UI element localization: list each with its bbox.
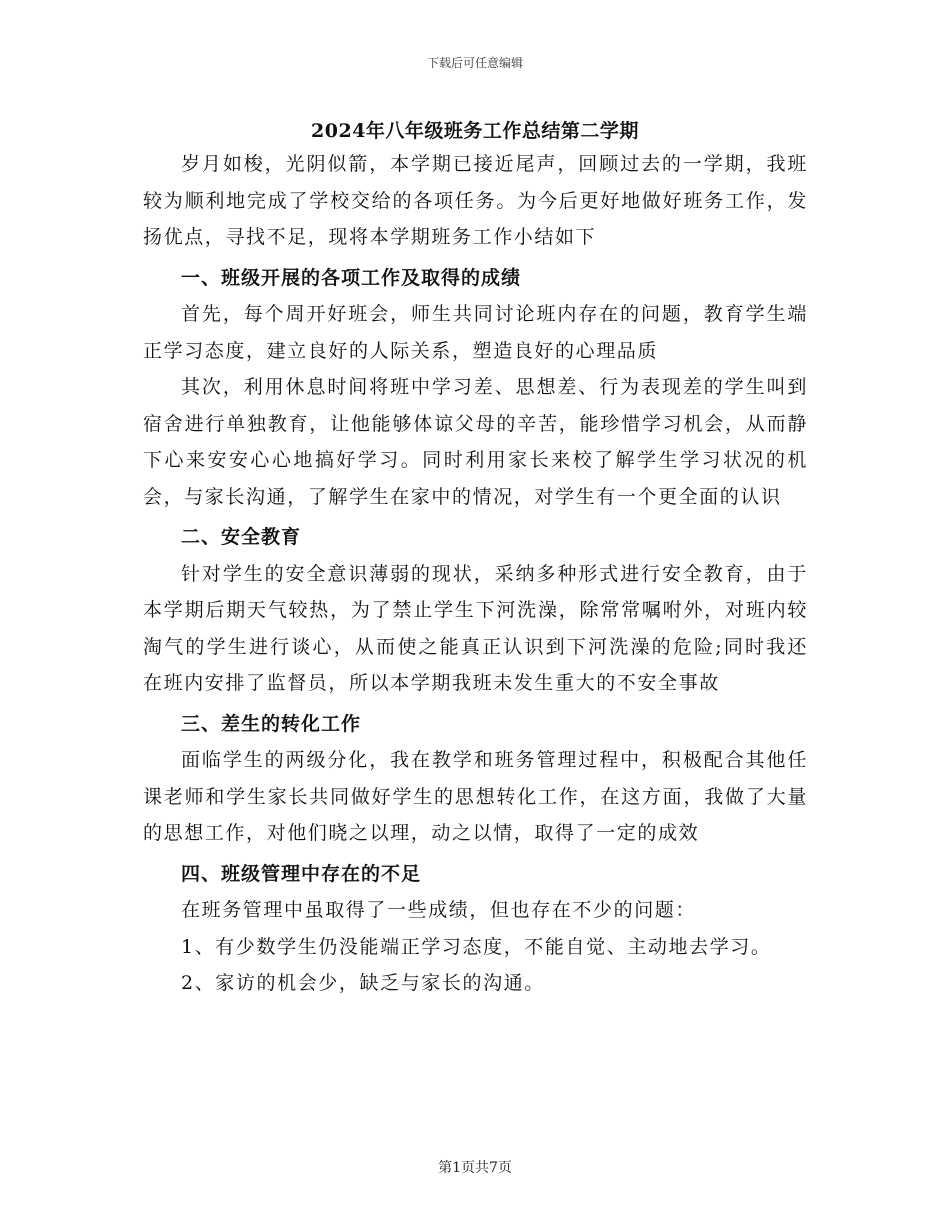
section-heading-1: 一、班级开展的各项工作及取得的成绩	[181, 266, 522, 289]
document-title: 2024年八年级班务工作总结第二学期	[311, 120, 639, 142]
section-4-paragraph-1: 在班务管理中虽取得了一些成绩，但也存在不少的问题：	[181, 899, 697, 921]
section-heading-4: 四、班级管理中存在的不足	[181, 862, 422, 885]
section-2-paragraph-1: 针对学生的安全意识薄弱的现状，采纳多种形式进行安全教育，由于本学期后期天气较热，为了禁止学生下河洗澡，除常常嘱咐外，对班内较淘气的学生进行谈心，从而使之能真正认识到下河洗澡的危险;同时我还在班内安排了监督员，所以本学期我班未发生重大的不安全事故	[143, 562, 808, 694]
section-heading-3: 三、差生的转化工作	[181, 712, 362, 735]
section-4-list-item-1: 1、有少数学生仍没能端正学习态度，不能自觉、主动地去学习。	[181, 935, 772, 958]
section-3-paragraph-1: 面临学生的两级分化，我在教学和班务管理过程中，积极配合其他任课老师和学生家长共同做好学生的思想转化工作，在这方面，我做了大量的思想工作，对他们晓之以理，动之以情，取得了一定的成效	[143, 749, 808, 844]
document-body	[143, 146, 808, 1002]
page-header-note: 下载后可任意编辑	[426, 56, 523, 70]
section-1-paragraph-1: 首先，每个周开好班会，师生共同讨论班内存在的问题，教育学生端正学习态度，建立良好的人际关系，塑造良好的心理品质	[143, 303, 808, 362]
section-4-list-item-2: 2、家访的机会少，缺乏与家长的沟通。	[181, 972, 545, 994]
section-1-paragraph-2: 其次，利用休息时间将班中学习差、思想差、行为表现差的学生叫到宿舍进行单独教育，让他能够体谅父母的辛苦，能珍惜学习机会，从而静下心来安安心心地搞好学习。同时利用家长来校了解学生学习状况的机会，与家长沟通，了解学生在家中的情况，对学生有一个更全面的认识	[143, 376, 808, 508]
section-heading-2: 二、安全教育	[181, 526, 302, 548]
intro-paragraph: 岁月如梭，光阴似箭，本学期已接近尾声，回顾过去的一学期，我班较为顺利地完成了学校交给的各项任务。为今后更好地做好班务工作，发扬优点，寻找不足，现将本学期班务工作小结如下	[143, 153, 808, 248]
page-number-footer: 第1页共7页	[438, 1160, 512, 1176]
